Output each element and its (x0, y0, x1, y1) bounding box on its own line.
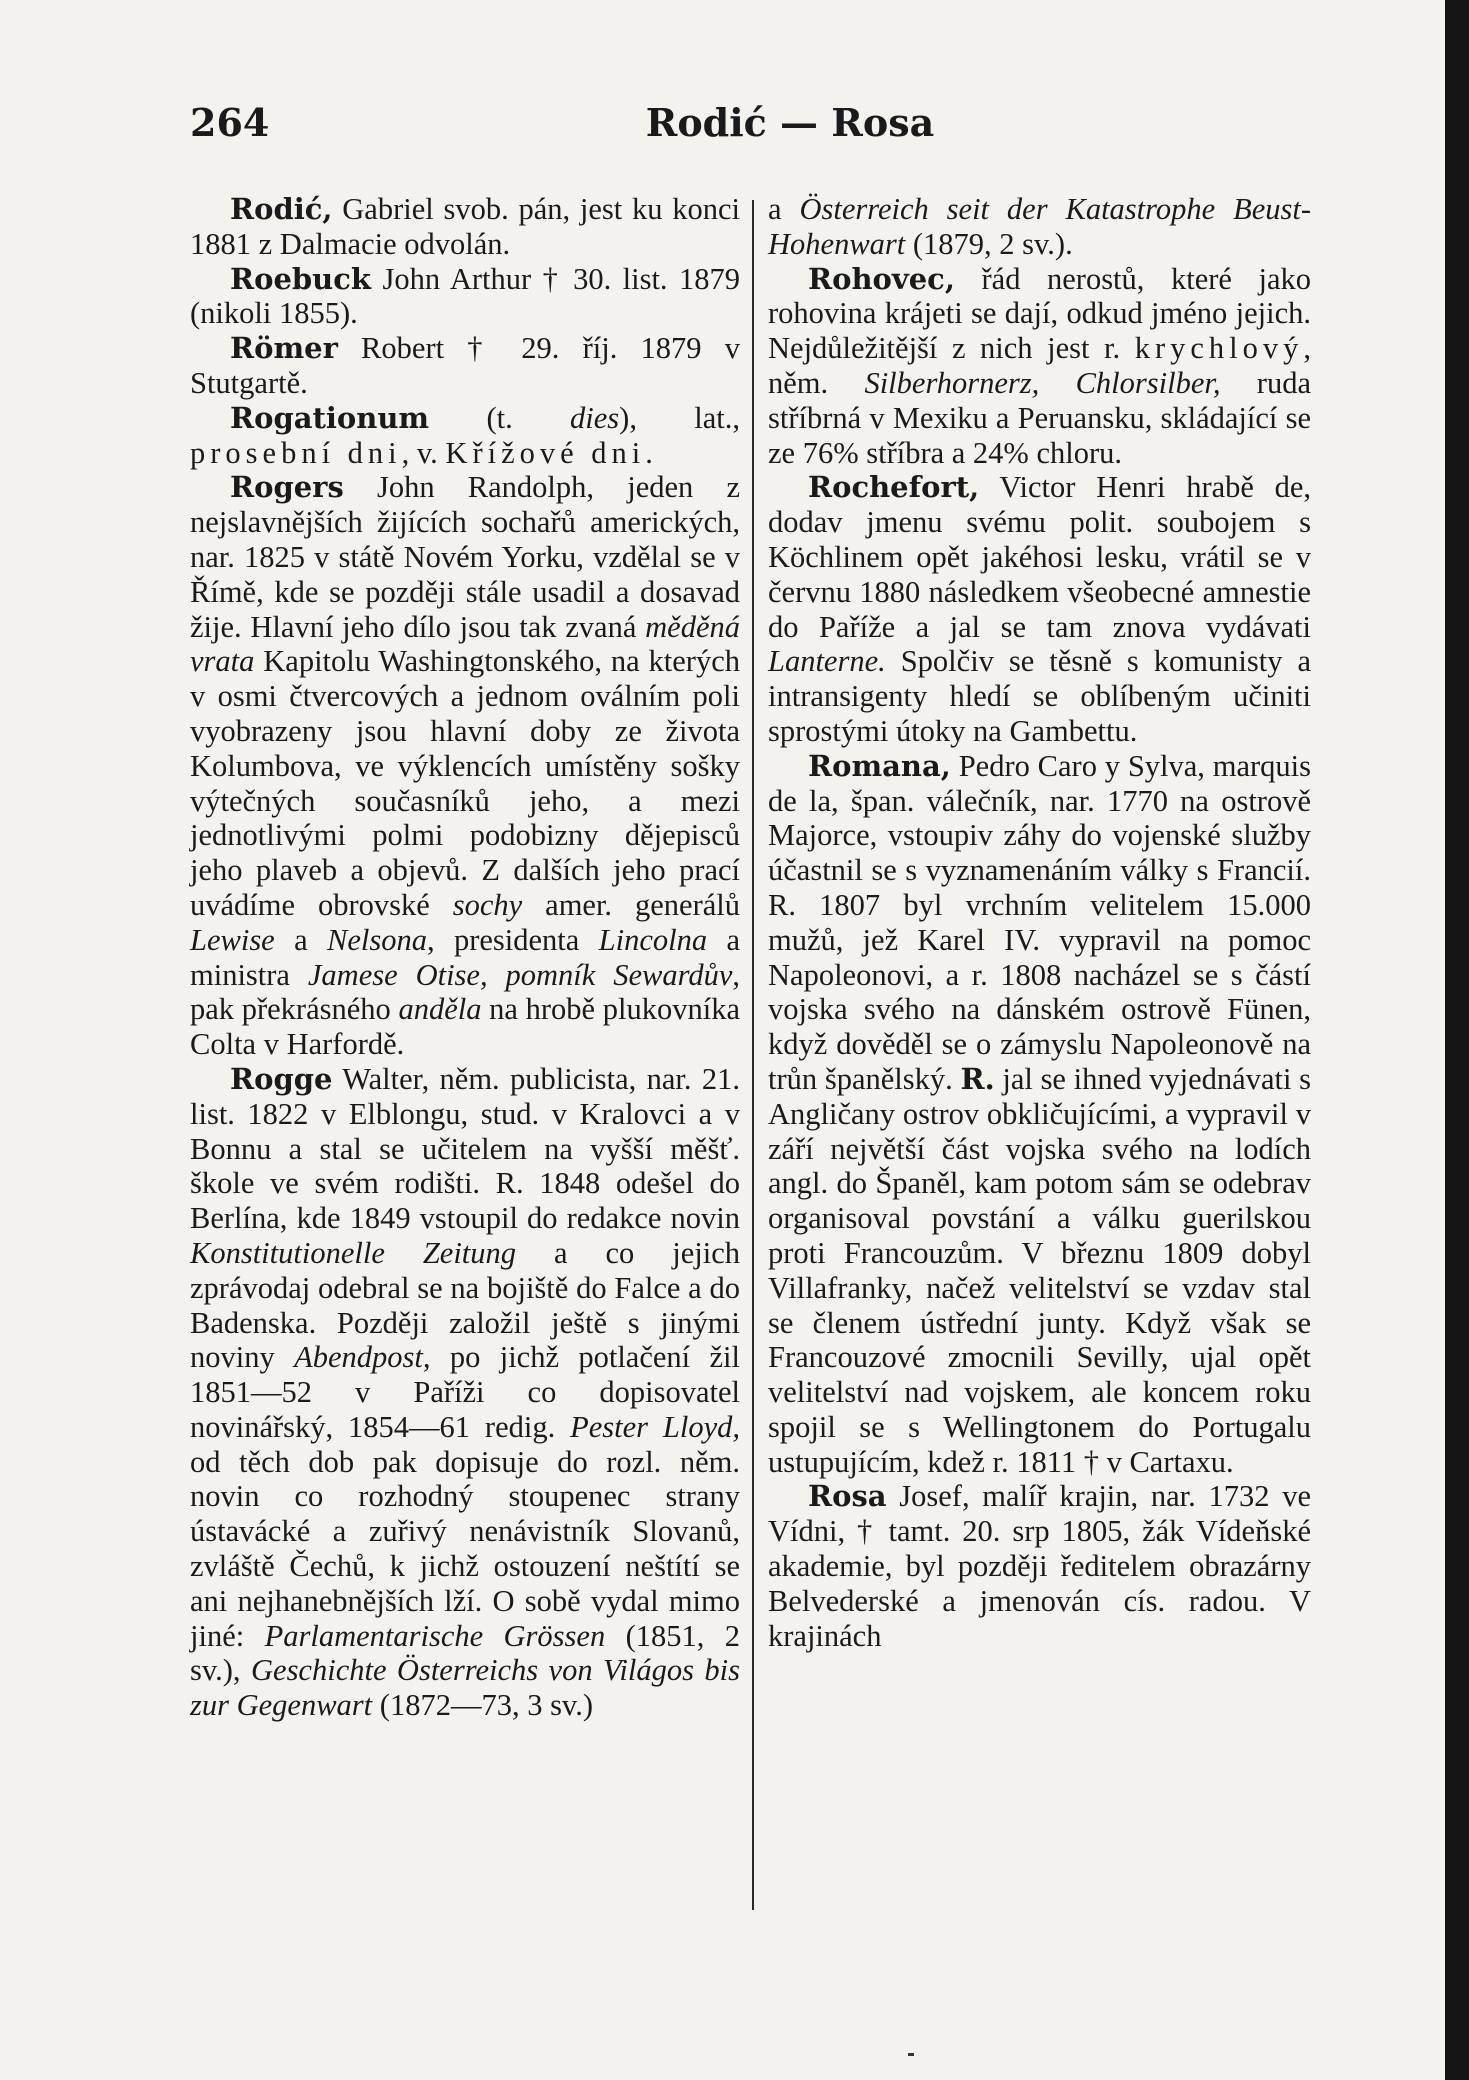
headword: Rogers (230, 470, 344, 505)
entry-roebuck (190, 262, 740, 332)
italic-term: Lincolna (598, 922, 708, 957)
spaced-term: krychlový (1134, 331, 1304, 366)
headword: Rochefort, (808, 470, 980, 505)
entry-text: Pedro Caro y Sylva, marquis de la, špan. válečník, nar. 1770 na ostrově Majorce, vstoupiv záhy do vojenské služby účastnil se s vyznamenáním války s Francií. R. 1807 byl vrchním velitelem 15.000 mužů, jež Karel IV. vypravil na pomoc Napoleonovi, a r. 1808 nacházel se s částí vojska svého na dánském ostrově Fünen, když dověděl se o zámyslu Napoleonově na trůn španělský. (768, 748, 1311, 1096)
entry-text: Walter, něm. publicista, nar. 21. list. 1822 v Elblongu, stud. v Kralovci a v Bonnu a stal se učitelem na vyšší měšť. škole ve svém rodišti. R. 1848 odešel do Berlína, kde 1849 vstoupil do redakce novin (190, 1061, 740, 1236)
entry-rohovec (768, 262, 1311, 471)
entry-text: , v. (401, 435, 446, 470)
entry-text: . (645, 435, 653, 470)
italic-term: Konstitutionelle Zeitung (190, 1235, 517, 1270)
italic-term: Parlamentarische Grössen (264, 1618, 606, 1653)
entry-text: ), lat., (619, 400, 740, 435)
entry-text: Robert † 29. říj. 1879 v Stutgartě. (190, 331, 740, 400)
spaced-term: Křížové dni (445, 435, 646, 470)
entry-text: , pak překrásného (190, 957, 740, 1027)
italic-term: Abendpost, (294, 1340, 431, 1375)
entry-text: Victor Henri hrabě de, dodav jmenu svému polit. soubojem s Köchlinem opět jakéhosi lesku, vrátil se v červnu 1880 následkem všeobecné amnestie do Paříže a jal se tam znova vydávati (768, 470, 1311, 644)
entry-text: (t. (429, 400, 571, 435)
column-rule (752, 200, 754, 1910)
entry-text: na hrobě plukovníka Colta v Harfordě. (190, 992, 740, 1062)
entry-rochefort (768, 470, 1311, 748)
entry-text: Gabriel svob. pán, jest ku konci 1881 z Dalmacie odvolán. (190, 192, 740, 261)
italic-term: Silberhornerz, Chlorsilber, (864, 365, 1221, 400)
italic-term: Lanterne. (768, 644, 886, 679)
headword: Rohovec, (808, 261, 955, 296)
italic-term: sochy (452, 887, 523, 922)
right-column (768, 192, 1311, 1653)
entry-text: , něm. (768, 331, 1311, 400)
entry-text: Josef, malíř krajin, nar. 1732 ve Vídni, † tamt. 20. srp 1805, žák Vídeňské akademie, byl později ředitelem obrazárny Belvederské a jmenován cís. radou. V krajinách (768, 1479, 1311, 1653)
headword: Rogationum (230, 400, 430, 435)
running-head: Rodić — Rosa (645, 100, 935, 145)
entry-text: Kapitolu Washingtonského, na kterých v osmi čtvercových a jednom oválním poli vyobrazeny jsou hlavní doby ze života Kolumbova, ve výklencích umístěny sošky výtečných současníků jeho, a mezi jednotlivými polmi podobizny dějepisců jeho plaveb a objevů. Z dalších jeho prací uvádíme obrovské (190, 644, 740, 922)
italic-term: Österreich seit der Katastrophe Beust-Hohenwart (768, 192, 1311, 261)
entry-rogers (190, 470, 740, 1062)
entry-text: a ministra (190, 922, 740, 992)
headword: Rosa (808, 1479, 887, 1514)
entry-romer (190, 331, 740, 401)
entry-text: řád nerostů, které jako rohovina krájeti se dají, odkud jméno jejich. Nejdůležitější z nich jest r. (768, 261, 1311, 366)
headword: Rogge (230, 1061, 333, 1096)
entry-text: , presidenta (426, 922, 599, 957)
scan-edge (1445, 0, 1469, 2080)
entry-rogge (190, 1062, 740, 1723)
italic-term: Lewise (190, 922, 275, 957)
entry-text: John Arthur † 30. list. 1879 (nikoli 1855). (190, 261, 740, 331)
entry-text: jal se ihned vyjednávati s Angličany ostrov obkličujícími, a vypravil v září největší část vojska svého na lodích angl. do Španěl, kam potom sám se odebrav organisoval povstání a válku guerilskou proti Francouzům. V březnu 1809 dobyl Villafranky, načež velitelství se vzdav stal se členem ústřední junty. Když však se Francouzové zmocnili Sevilly, ujal opět velitelství nad vojskem, ale koncem roku spojil se s Wellingtonem do Portugalu ustupujícím, kdež r. 1811 † v Cartaxu. (768, 1061, 1312, 1479)
entry-text: po jichž potlačení žil 1851—52 v Paříži co dopisovatel novinářský, 1854—61 redig. (190, 1340, 740, 1444)
entry-text: od těch dob pak dopisuje do rozl. něm. novin co rozhodný stoupenec strany ústavácké a zuřivý nenávistník Slovanů, zvláště Čechů, k jichž ostouzení neštítí se ani nejhanebnějších lží. O sobě vydal mimo jiné: (190, 1444, 740, 1653)
headword: Romana, (808, 748, 951, 783)
italic-term: Geschichte Österreichs von Világos bis zur Gegenwart (190, 1653, 741, 1723)
entry-text: a (274, 922, 327, 957)
left-column (190, 192, 740, 1723)
entry-text: a co jejich zprávodaj odebral se na bojiště do Falce a do Badenska. Později založil ještě s jinými noviny (190, 1235, 740, 1375)
headword: Römer (230, 331, 338, 366)
bold-abbrev: R. (960, 1061, 995, 1096)
entry-rodic (190, 192, 740, 262)
print-speck (908, 2053, 914, 2056)
spaced-term: prosební dni (190, 435, 402, 470)
entry-text: ruda stříbrná v Mexiku a Peruansku, skládající se ze 76% stříbra a 24% chloru. (768, 365, 1312, 470)
entry-text: John Randolph, jeden z nejslavnějších žijících sochařů amerických, nar. 1825 v státě Novém Yorku, vzdělal se v Římě, kde se později stále usadil a dosavad žije. Hlavní jeho dílo jsou tak zvaná (190, 470, 740, 644)
headword: Roebuck (230, 261, 372, 296)
italic-term: Pester Lloyd, (570, 1409, 740, 1444)
page-header (190, 100, 1330, 160)
entry-text: a (768, 192, 800, 226)
entry-text: (1879, 2 sv.). (905, 226, 1073, 261)
italic-term: dies (570, 400, 620, 435)
entry-rogge-continued (768, 192, 1311, 262)
italic-term: Jamese Otise, pomník Sewardův (307, 957, 733, 992)
headword: Rodić, (230, 192, 333, 226)
italic-term: Nelsona (326, 922, 427, 957)
entry-rosa (768, 1479, 1311, 1653)
page-number: 264 (190, 100, 270, 145)
italic-term: měděná vrata (190, 609, 740, 679)
entry-text: amer. generálů (522, 887, 740, 922)
italic-term: anděla (398, 992, 482, 1027)
entry-romana (768, 749, 1311, 1480)
entry-rogationum (190, 401, 740, 471)
entry-text: Spolčiv se těsně s komunisty a intransigenty hledí se oblíbeným učiniti sprostými útoky na Gambettu. (768, 644, 1311, 748)
entry-text: (1851, 2 sv.), (190, 1618, 740, 1688)
entry-text: (1872—73, 3 sv.) (372, 1688, 593, 1723)
